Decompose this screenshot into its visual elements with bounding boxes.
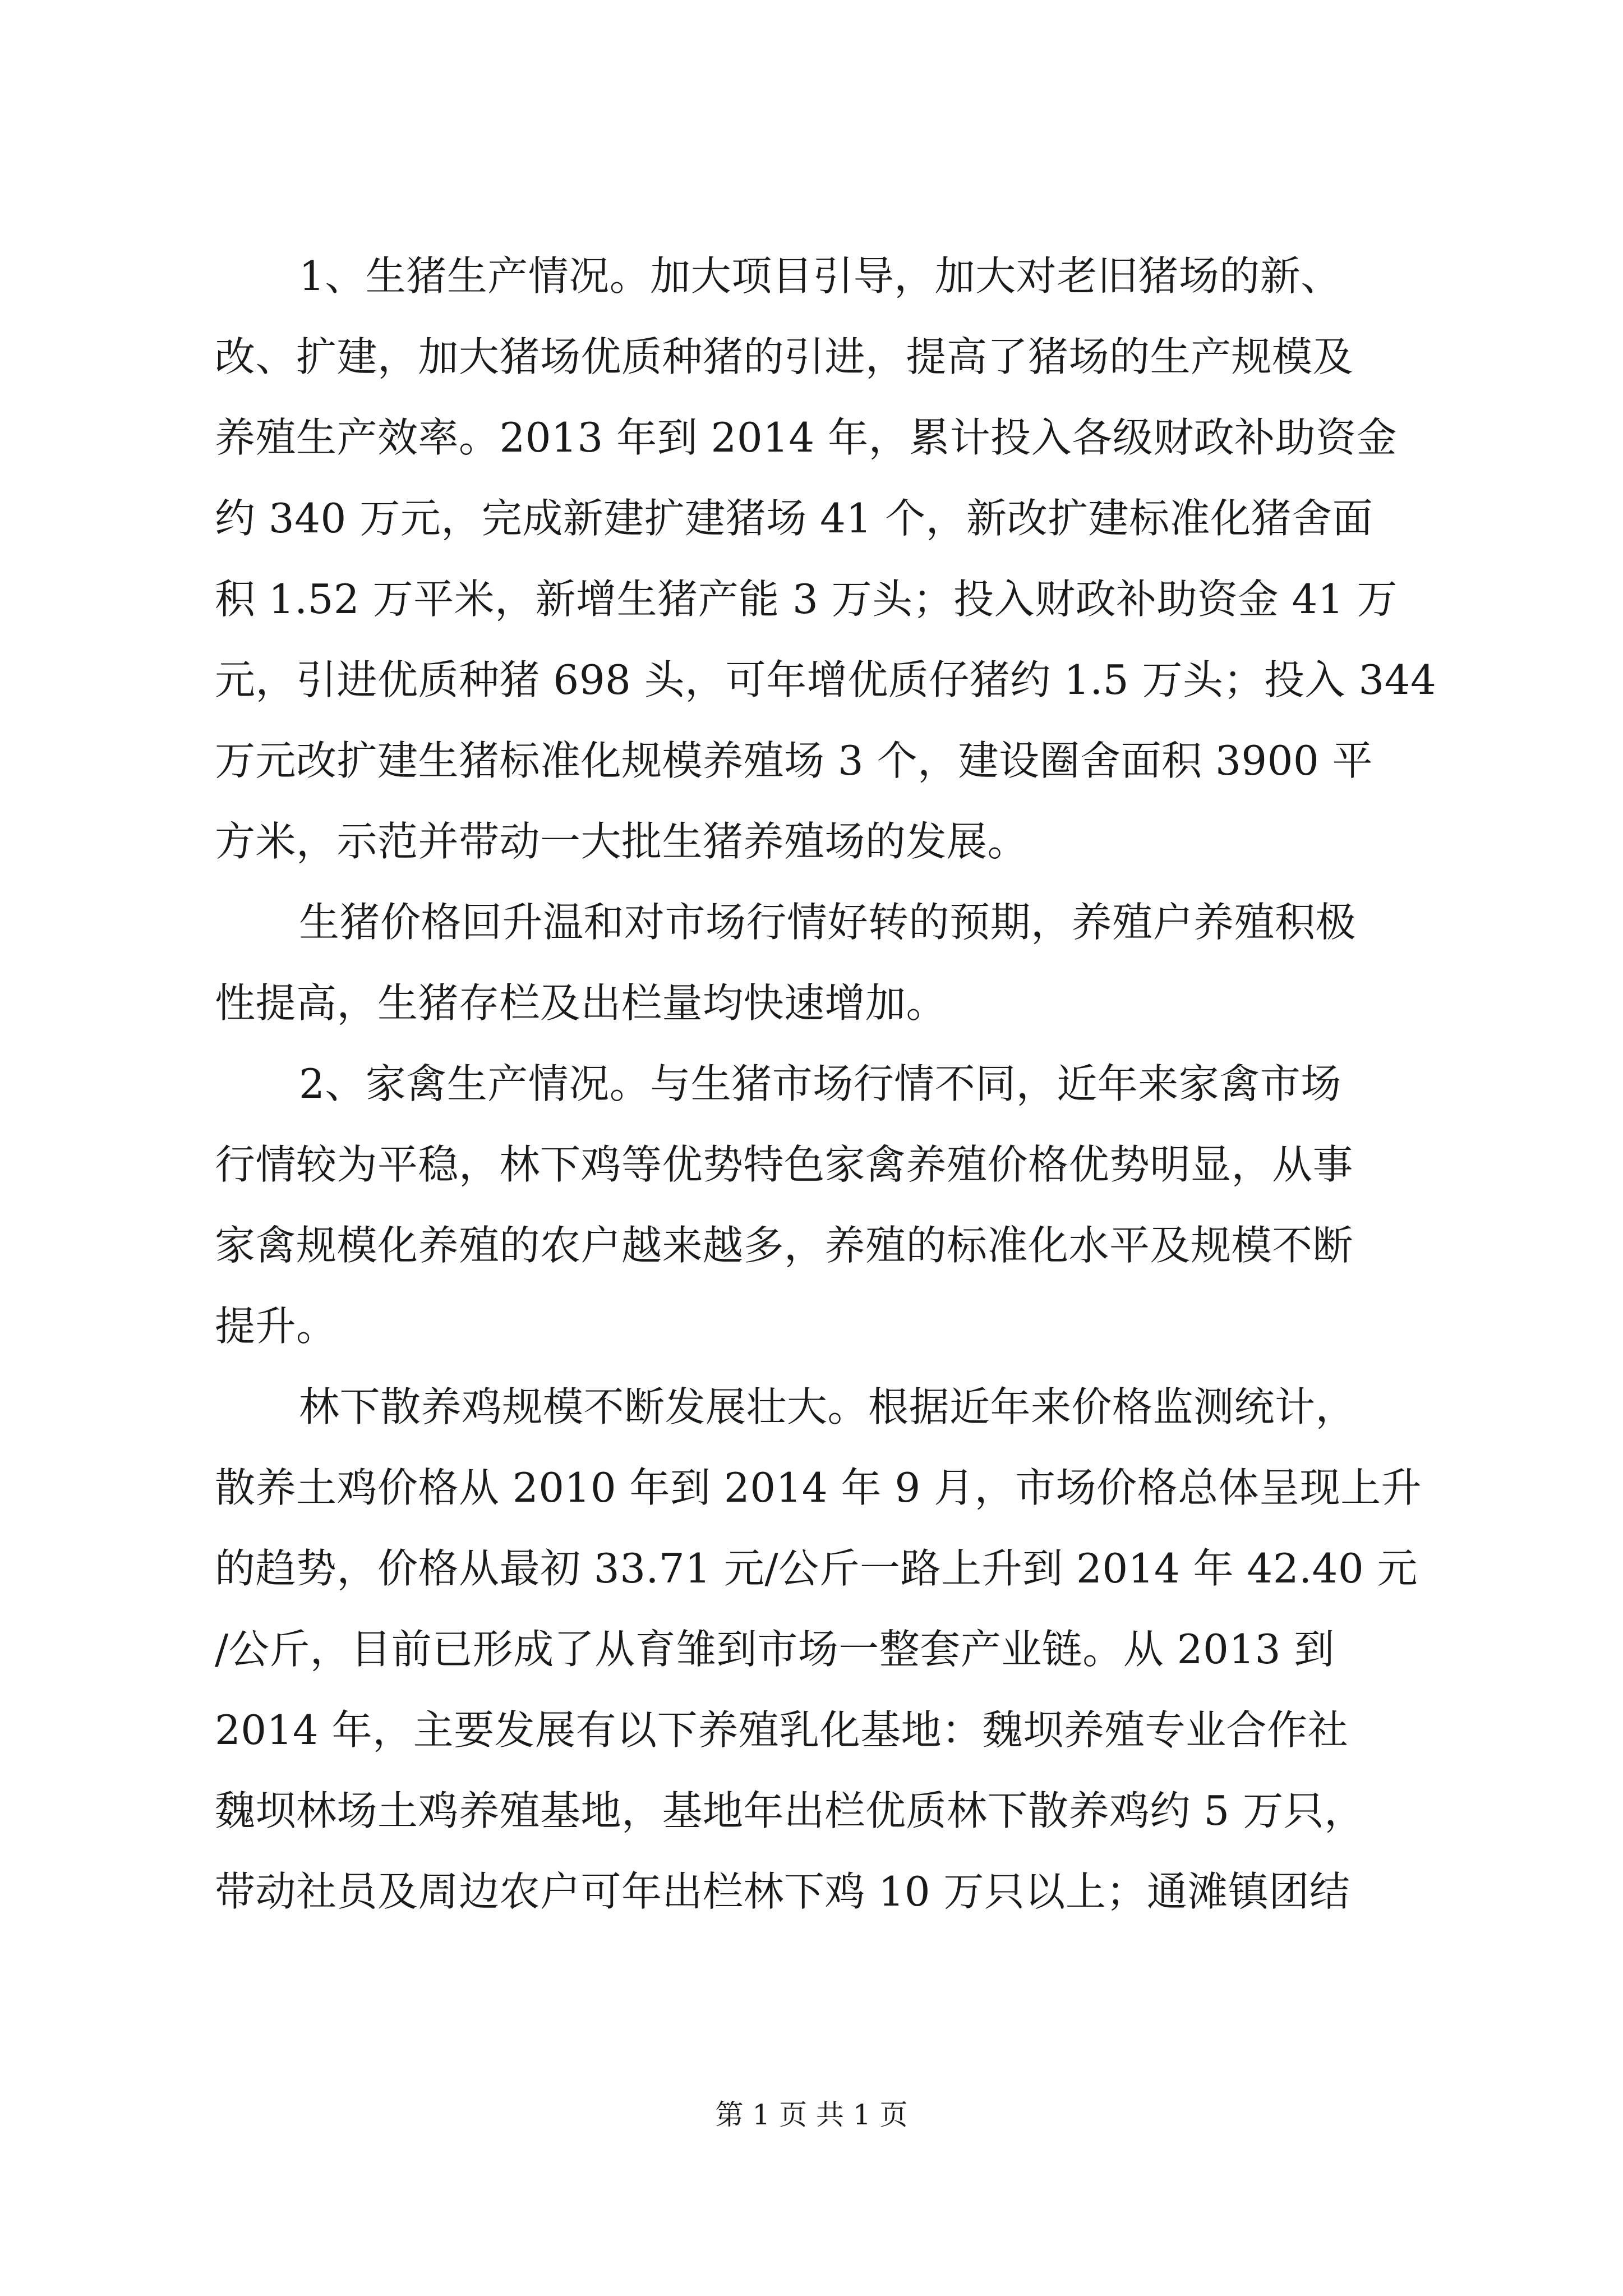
page-footer: 第 1 页 共 1 页 [715,2099,908,2131]
paragraph-free-range-chicken [215,1366,1422,1932]
text-line: 散养土鸡价格从 2010 年到 2014 年 9 月，市场价格总体呈现上升 [215,1464,1422,1511]
text-line: 林下散养鸡规模不断发展壮大。根据近年来价格监测统计， [299,1383,1357,1430]
text-line: 万元改扩建生猪标准化规模养殖场 3 个，建设圈舍面积 3900 平 [215,737,1373,784]
text-line: 2、家禽生产情况。与生猪市场行情不同，近年来家禽市场 [299,1060,1341,1107]
text-line: 提升。 [215,1303,337,1350]
text-line: 积 1.52 万平米，新增生猪产能 3 万头；投入财政补助资金 41 万 [215,576,1398,623]
text-line: 行情较为平稳，林下鸡等优势特色家禽养殖价格优势明显，从事 [215,1141,1354,1188]
text-line: 约 340 万元，完成新建扩建猪场 41 个，新改扩建标准化猪舍面 [215,495,1373,542]
text-line: 生猪价格回升温和对市场行情好转的预期，养殖户养殖积极 [299,899,1357,946]
text-line: 养殖生产效率。2013 年到 2014 年，累计投入各级财政补助资金 [215,414,1398,461]
text-line: 1、生猪生产情况。加大项目引导，加大对老旧猪场的新、 [299,252,1341,300]
text-line: 元，引进优质种猪 698 头，可年增优质仔猪约 1.5 万头；投入 344 [215,656,1437,703]
text-line: 魏坝林场土鸡养殖基地，基地年出栏优质林下散养鸡约 5 万只， [215,1787,1365,1834]
text-line: 方米，示范并带动一大批生猪养殖场的发展。 [215,818,1029,865]
text-line: 带动社员及周边农户可年出栏林下鸡 10 万只以上；通滩镇团结 [215,1868,1350,1915]
text-line: 改、扩建，加大猪场优质种猪的引进，提高了猪场的生产规模及 [215,333,1354,380]
text-line: 的趋势，价格从最初 33.71 元/公斤一路上升到 2014 年 42.40 元 [215,1545,1418,1592]
paragraph-pig-production [215,236,1437,882]
document-body [215,236,1437,1932]
paragraph-pig-price [215,882,1409,1043]
text-line: 家禽规模化养殖的农户越来越多，养殖的标准化水平及规模不断 [215,1222,1354,1269]
text-line: /公斤，目前已形成了从育雏到市场一整套产业链。从 2013 到 [215,1626,1335,1673]
text-line: 性提高，生猪存栏及出栏量均快速增加。 [215,979,947,1027]
text-line: 2014 年，主要发展有以下养殖乳化基地：魏坝养殖专业合作社 [215,1706,1349,1754]
paragraph-poultry-production [215,1043,1409,1366]
